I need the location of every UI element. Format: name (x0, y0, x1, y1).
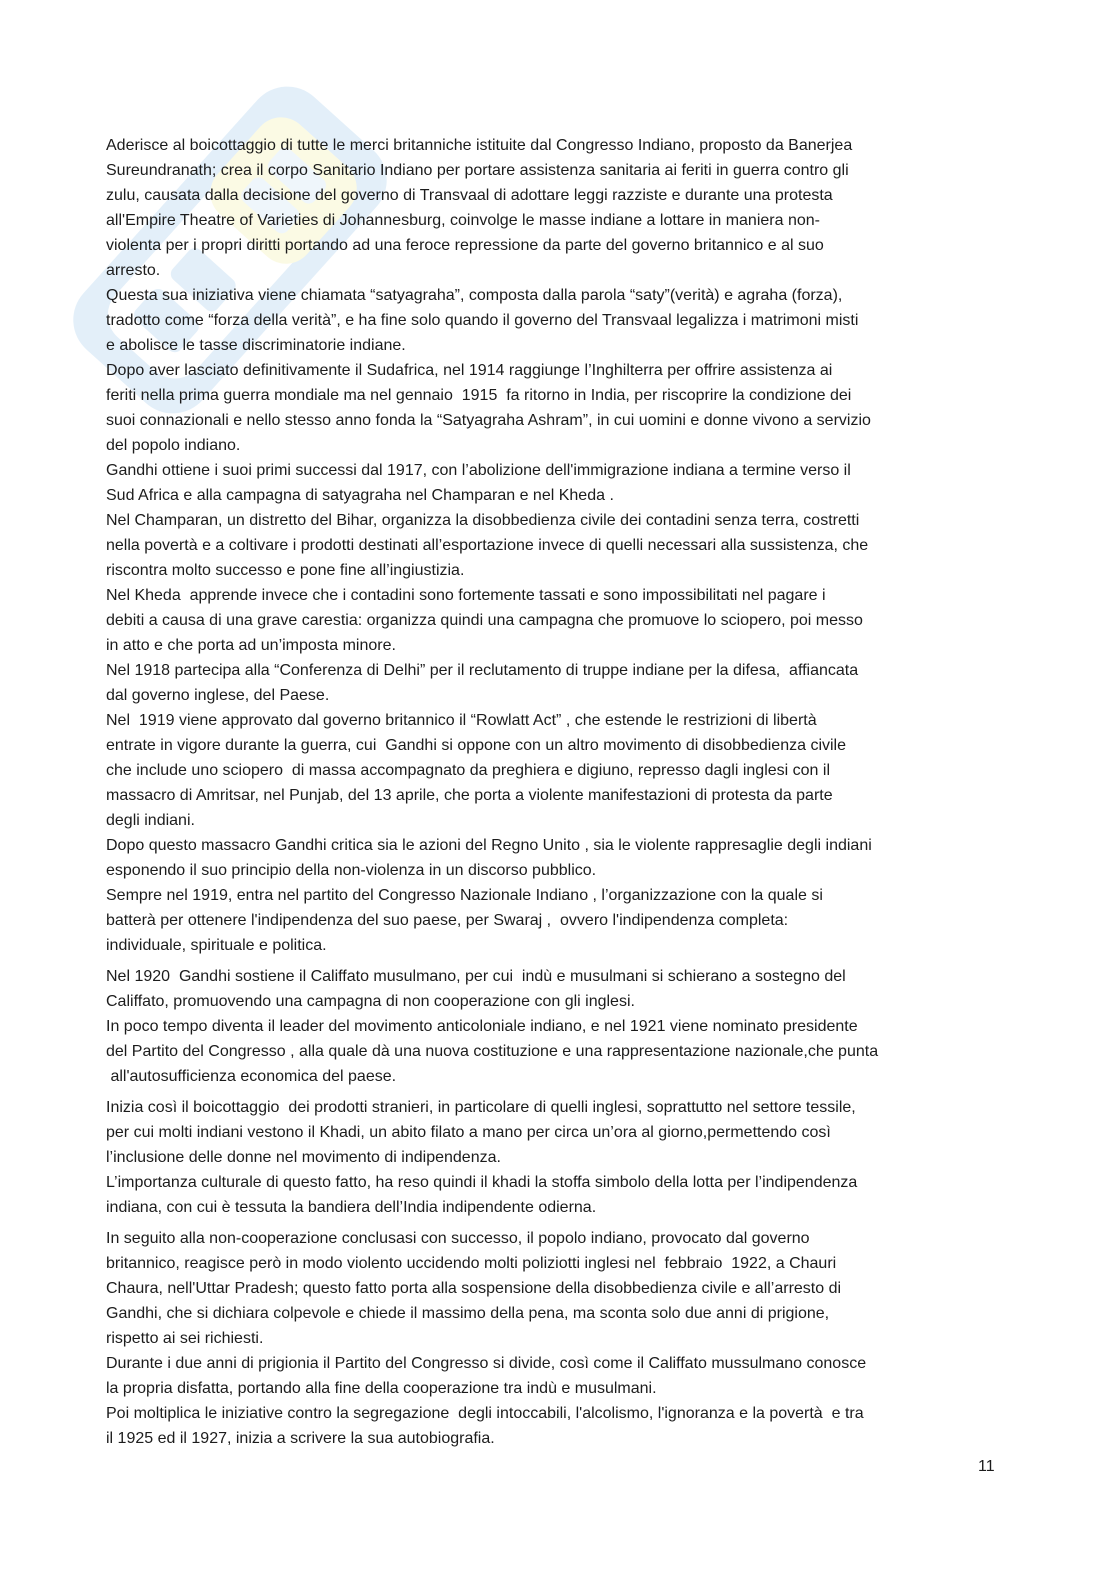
text-line: rispetto ai sei richiesti. (106, 1330, 264, 1347)
text-line: debiti a causa di una grave carestia: organizza quindi una campagna che promuove lo sciopero, poi messo (106, 612, 863, 629)
text-line: tradotto come “forza della verità”, e ha fine solo quando il governo del Transvaal legalizza i matrimoni misti (106, 312, 859, 329)
text-line: l’inclusione delle donne nel movimento di indipendenza. (106, 1149, 501, 1166)
text-line: Gandhi, che si dichiara colpevole e chiede il massimo della pena, ma sconta solo due anni di prigione, (106, 1305, 830, 1322)
text-line: suoi connazionali e nello stesso anno fonda la “Satyagraha Ashram”, in cui uomini e donne vivono a servizio (106, 412, 871, 429)
text-line: all'autosufficienza economica del paese. (106, 1068, 397, 1085)
text-line: dal governo inglese, del Paese. (106, 687, 330, 704)
text-line: Chaura, nell'Uttar Pradesh; questo fatto porta alla sospensione della disobbedienza civile e all’arresto di (106, 1280, 842, 1297)
text-line: Inizia così il boicottaggio dei prodotti stranieri, in particolare di quelli inglesi, soprattutto nel settore tessile, (106, 1099, 856, 1116)
text-line: Poi moltiplica le iniziative contro la segregazione degli intoccabili, l'alcolismo, l'ignoranza e la povertà e tra (106, 1405, 864, 1422)
text-line: Nel 1919 viene approvato dal governo britannico il “Rowlatt Act” , che estende le restrizioni di libertà (106, 712, 817, 729)
text-line: L’importanza culturale di questo fatto, ha reso quindi il khadi la stoffa simbolo della lotta per l’indipendenza (106, 1174, 858, 1191)
text-line: riscontra molto successo e pone fine all’ingiustizia. (106, 562, 465, 579)
text-line: britannico, reagisce però in modo violento uccidendo molti poliziotti inglesi nel febbraio 1922, a Chauri (106, 1255, 837, 1272)
text-line: zulu, causata dalla decisione del governo di Transvaal di adottare leggi razziste e durante una protesta (106, 187, 833, 204)
text-line: Questa sua iniziativa viene chiamata “satyagraha”, composta dalla parola “saty”(verità) e agraha (forza), (106, 287, 843, 304)
text-block (106, 964, 1096, 1089)
text-line: feriti nella prima guerra mondiale ma nel gennaio 1915 fa ritorno in India, per riscoprire la condizione dei (106, 387, 852, 404)
text-line: In seguito alla non-cooperazione conclusasi con successo, il popolo indiano, provocato dal governo (106, 1230, 810, 1247)
text-line: Sud Africa e alla campagna di satyagraha nel Champaran e nel Kheda . (106, 487, 614, 504)
text-line: esponendo il suo principio della non-violenza in un discorso pubblico. (106, 862, 597, 879)
text-line: Aderisce al boicottaggio di tutte le merci britanniche istituite dal Congresso Indiano, proposto da Banerjea (106, 137, 853, 154)
text-line: massacro di Amritsar, nel Punjab, del 13 aprile, che porta a violente manifestazioni di protesta da parte (106, 787, 833, 804)
text-line: la propria disfatta, portando alla fine della cooperazione tra indù e musulmani. (106, 1380, 657, 1397)
page-number: 11 (978, 1458, 995, 1475)
text-block (106, 1226, 1096, 1451)
text-line: Sempre nel 1919, entra nel partito del Congresso Nazionale Indiano , l’organizzazione con la quale si (106, 887, 823, 904)
text-block (106, 133, 1096, 958)
text-line: degli indiani. (106, 812, 195, 829)
text-line: Califfato, promuovendo una campagna di non cooperazione con gli inglesi. (106, 993, 635, 1010)
text-line: Dopo questo massacro Gandhi critica sia le azioni del Regno Unito , sia le violente rappresaglie degli indiani (106, 837, 872, 854)
text-line: Nel 1920 Gandhi sostiene il Califfato musulmano, per cui indù e musulmani si schierano a sostegno del (106, 968, 846, 985)
text-line: nella povertà e a coltivare i prodotti destinati all’esportazione invece di quelli necessari alla sussistenza, che (106, 537, 869, 554)
text-line: Sureundranath; crea il corpo Sanitario Indiano per portare assistenza sanitaria ai feriti in guerra contro gli (106, 162, 849, 179)
document-body (106, 133, 1096, 1457)
text-line: del popolo indiano. (106, 437, 241, 454)
text-line: indiana, con cui è tessuta la bandiera dell’India indipendente odierna. (106, 1199, 597, 1216)
text-line: Nel Champaran, un distretto del Bihar, organizza la disobbedienza civile dei contadini senza terra, costretti (106, 512, 860, 529)
text-line: il 1925 ed il 1927, inizia a scrivere la sua autobiografia. (106, 1430, 495, 1447)
text-line: Gandhi ottiene i suoi primi successi dal 1917, con l’abolizione dell'immigrazione indiana a termine verso il (106, 462, 851, 479)
text-line: Nel Kheda apprende invece che i contadini sono fortemente tassati e sono impossibilitati nel pagare i (106, 587, 826, 604)
text-line: Dopo aver lasciato definitivamente il Sudafrica, nel 1914 raggiunge l’Inghilterra per offrire assistenza ai (106, 362, 833, 379)
text-line: all'Empire Theatre of Varieties di Johannesburg, coinvolge le masse indiane a lottare in maniera non- (106, 212, 820, 229)
text-line: In poco tempo diventa il leader del movimento anticoloniale indiano, e nel 1921 viene nominato presidente (106, 1018, 858, 1035)
text-line: Nel 1918 partecipa alla “Conferenza di Delhi” per il reclutamento di truppe indiane per la difesa, affiancata (106, 662, 859, 679)
text-line: del Partito del Congresso , alla quale dà una nuova costituzione e una rappresentazione nazionale,che punta (106, 1043, 879, 1060)
text-line: e abolisce le tasse discriminatorie indiane. (106, 337, 406, 354)
text-line: Durante i due anni di prigionia il Partito del Congresso si divide, così come il Califfato mussulmano conosce (106, 1355, 867, 1372)
text-line: entrate in vigore durante la guerra, cui Gandhi si oppone con un altro movimento di disobbedienza civile (106, 737, 846, 754)
text-line: individuale, spirituale e politica. (106, 937, 327, 954)
text-block (106, 1095, 1096, 1220)
text-line: arresto. (106, 262, 161, 279)
text-line: batterà per ottenere l'indipendenza del suo paese, per Swaraj , ovvero l'indipendenza completa: (106, 912, 789, 929)
text-line: violenta per i propri diritti portando ad una feroce repressione da parte del governo britannico e al suo (106, 237, 824, 254)
text-line: che include uno sciopero di massa accompagnato da preghiera e digiuno, represso dagli inglesi con il (106, 762, 830, 779)
text-line: per cui molti indiani vestono il Khadi, un abito filato a mano per circa un’ora al giorno,permettendo così (106, 1124, 831, 1141)
text-line: in atto e che porta ad un’imposta minore. (106, 637, 396, 654)
